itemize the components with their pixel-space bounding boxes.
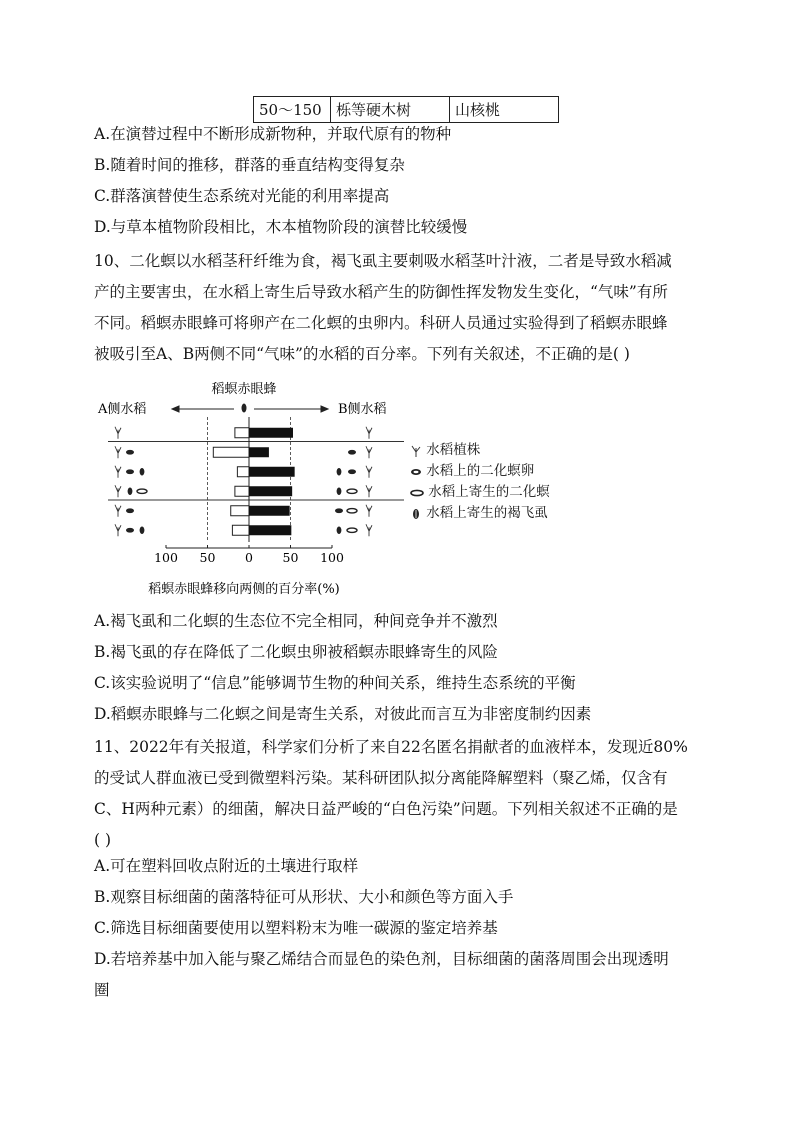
bar-b-side — [249, 447, 269, 457]
borer-larva-icon — [347, 489, 357, 493]
planthopper-icon — [410, 507, 422, 521]
q11-stem-line: 的受试人群血液已受到微塑料污染。某科研团队拟分离能降解塑料（聚乙烯，仅含有 — [94, 769, 668, 787]
q10-stem-line: 被吸引至A、B两侧不同“气味”的水稻的百分率。下列有关叙述，不正确的是( ) — [94, 345, 630, 363]
q11-stem-line: 11、2022年有关报道，科学家们分析了来自22名匿名捐献者的血液样本，发现近80% — [94, 738, 688, 756]
legend-label: 水稻上寄生的二化螟 — [428, 484, 550, 500]
x-tick-label: 0 — [245, 550, 253, 565]
bar-a-side — [237, 467, 249, 477]
rice-plant-icon — [115, 466, 121, 478]
legend-item — [410, 482, 550, 503]
q11-option-c: C.筛选目标细菌要使用以塑料粉末为唯一碳源的鉴定培养基 — [94, 919, 498, 937]
bar-b-side — [249, 506, 290, 516]
planthopper-icon — [337, 526, 342, 534]
rice-plant-icon — [115, 524, 121, 536]
planthopper-icon — [128, 487, 133, 495]
x-tick-label: 100 — [320, 550, 344, 565]
q10-option-b: B.褐飞虱的存在降低了二化螟虫卵被稻螟赤眼蜂寄生的风险 — [94, 643, 498, 661]
q9-option-d: D.与草本植物阶段相比，木本植物阶段的演替比较缓慢 — [94, 218, 468, 236]
rice-plant-icon — [115, 505, 121, 517]
bar-b-side — [249, 486, 292, 496]
table-cell: 山核桃 — [450, 97, 559, 123]
table-row — [254, 97, 559, 123]
q10-stem-line: 产的主要害虫，在水稻上寄生后导致水稻产生的防御性挥发物发生变化，“气味”有所 — [94, 283, 668, 301]
planthopper-icon — [337, 468, 342, 476]
borer-egg-icon — [126, 528, 134, 533]
x-axis-label: 稻螟赤眼蜂移向两侧的百分率(%) — [148, 582, 340, 597]
planthopper-icon — [337, 487, 342, 495]
rice-plant-icon — [115, 446, 121, 458]
a-side-label: A侧水稻 — [98, 402, 147, 417]
legend-item — [410, 461, 550, 482]
rice-plant-icon — [366, 427, 372, 439]
table-cell: 栎等硬木树 — [331, 97, 450, 123]
bar-a-side — [231, 506, 249, 516]
borer-larva-icon — [137, 489, 147, 493]
wasp-icon — [242, 404, 247, 413]
q10-stem-line: 10、二化螟以水稻茎秆纤维为食，褐飞虱主要刺吸水稻茎叶汁液，二者是导致水稻减 — [94, 252, 672, 270]
bar-b-side — [249, 467, 295, 477]
rice-plant-icon — [366, 505, 372, 517]
borer-egg-icon — [126, 469, 134, 474]
planthopper-icon — [140, 526, 145, 534]
legend-label: 水稻上寄生的褐飞虱 — [426, 505, 548, 521]
bar-a-side — [235, 486, 249, 496]
rice-plant-icon — [366, 446, 372, 458]
borer-egg-icon — [348, 450, 356, 455]
legend-item — [410, 503, 550, 524]
bar-a-side — [232, 525, 249, 535]
chart-legend — [410, 440, 550, 524]
rice-plant-icon — [115, 485, 121, 497]
q9-option-a: A.在演替过程中不断形成新物种，并取代原有的物种 — [94, 125, 452, 143]
q10-stem-line: 不同。稻螟赤眼蜂可将卵产在二化螟的虫卵内。科研人员通过实验得到了稻螟赤眼蜂 — [94, 314, 668, 332]
rice-plant-icon — [366, 524, 372, 536]
rice-plant-icon — [366, 485, 372, 497]
bar-b-side — [249, 525, 291, 535]
chart-title: 稻螟赤眼蜂 — [211, 382, 277, 397]
legend-label: 水稻植株 — [426, 442, 481, 458]
x-tick-label: 50 — [282, 550, 299, 565]
b-side-label: B侧水稻 — [338, 402, 387, 417]
rice-plant-icon — [366, 466, 372, 478]
x-axis — [154, 545, 344, 565]
borer-larva-icon — [410, 486, 424, 500]
planthopper-icon — [140, 468, 145, 476]
x-tick-label: 50 — [199, 550, 216, 565]
bar-a-side — [213, 447, 249, 457]
borer-egg-icon — [348, 469, 356, 474]
borer-egg-icon — [126, 508, 134, 513]
q9-option-c: C.群落演替使生态系统对光能的利用率提高 — [94, 187, 390, 205]
q9-option-b: B.随着时间的推移，群落的垂直结构变得复杂 — [94, 156, 405, 174]
bar-a-side — [235, 428, 249, 438]
legend-item — [410, 440, 550, 461]
rice-plant-icon — [115, 427, 121, 439]
chart-rows — [108, 417, 404, 542]
borer-larva-icon — [347, 509, 357, 513]
borer-larva-icon — [347, 528, 357, 532]
x-tick-label: 100 — [154, 550, 178, 565]
bar-b-side — [249, 428, 293, 438]
q11-option-a: A.可在塑料回收点附近的土壤进行取样 — [94, 857, 359, 875]
borer-egg-icon — [335, 508, 343, 513]
q11-stem-line: C、H两种元素）的细菌，解决日益严峻的“白色污染”问题。下列相关叙述不正确的是 — [94, 800, 678, 818]
table-cell: 50～150 — [254, 97, 331, 123]
q10-option-a: A.褐飞虱和二化螟的生态位不完全相同，种间竞争并不激烈 — [94, 612, 498, 630]
q11-option-b: B.观察目标细菌的菌落特征可从形状、大小和颜色等方面入手 — [94, 888, 514, 906]
q11-option-d: D.若培养基中加入能与聚乙烯结合而显色的染色剂，目标细菌的菌落周围会出现透明 — [94, 950, 669, 968]
q10-option-d: D.稻螟赤眼蜂与二化螟之间是寄生关系，对彼此而言互为非密度制约因素 — [94, 705, 592, 723]
q11-option-d-wrap: 圈 — [94, 981, 110, 999]
q10-option-c: C.该实验说明了“信息”能够调节生物的种间关系，维持生态系统的平衡 — [94, 674, 576, 692]
rice-plant-icon — [410, 444, 422, 458]
q11-stem-line: ( ) — [94, 831, 112, 849]
legend-label: 水稻上的二化螟卵 — [426, 463, 535, 479]
borer-egg-icon — [126, 450, 134, 455]
borer-egg-icon — [410, 465, 422, 479]
direction-arrows — [172, 406, 328, 412]
succession-table-fragment — [253, 96, 559, 123]
